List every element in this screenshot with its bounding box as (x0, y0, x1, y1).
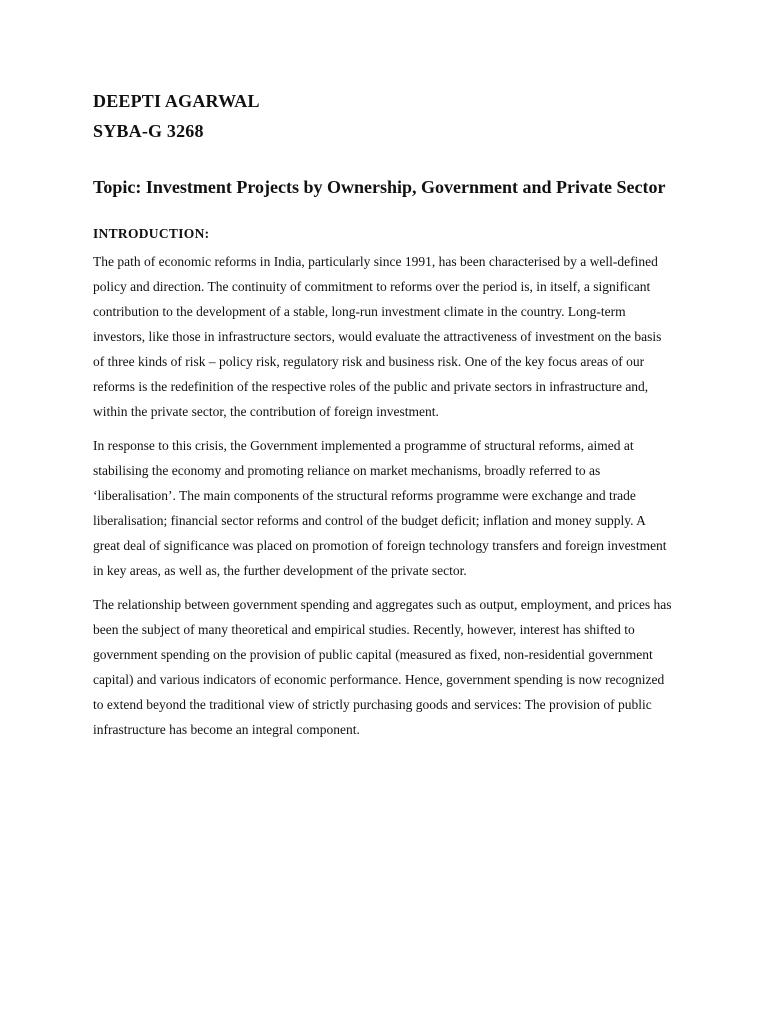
paragraph: The path of economic reforms in India, particularly since 1991, has been characterised by a well-defined policy and direction. The continuity of commitment to reforms over the period is, in itself, a significant contribution to the development of a stable, long-run investment climate in the country. Long-term investors, like those in infrastructure sectors, would evaluate the attractiveness of investment on the basis of three kinds of risk – policy risk, regulatory risk and business risk. One of the key focus areas of our reforms is the redefinition of the respective roles of the public and private sectors in infrastructure and, within the private sector, the contribution of foreign investment. (93, 254, 662, 419)
paragraph: The relationship between government spending and aggregates such as output, employment, and prices has been the subject of many theoretical and empirical studies. Recently, however, interest has shifted to government spending on the provision of public capital (measured as fixed, non-residential government capital) and various indicators of economic performance. Hence, government spending is now recognized to extend beyond the traditional view of strictly purchasing goods and services: The provision of public infrastructure has become an integral component. (93, 597, 672, 737)
roll-number: SYBA-G 3268 (93, 121, 204, 141)
paragraph: In response to this crisis, the Government implemented a programme of structural reforms, aimed at stabilising the economy and promoting reliance on market mechanisms, broadly referred to as ‘liberalisation’. The main components of the structural reforms programme were exchange and trade liberalisation; financial sector reforms and control of the budget deficit; inflation and money supply. A great deal of significance was placed on promotion of foreign technology transfers and foreign investment in key areas, as well as, the further development of the private sector. (93, 438, 667, 578)
document-page (93, 86, 673, 751)
section-heading-introduction: INTRODUCTION: (93, 226, 210, 241)
author-name: DEEPTI AGARWAL (93, 91, 260, 111)
document-topic: Topic: Investment Projects by Ownership, Government and Private Sector (93, 177, 666, 197)
